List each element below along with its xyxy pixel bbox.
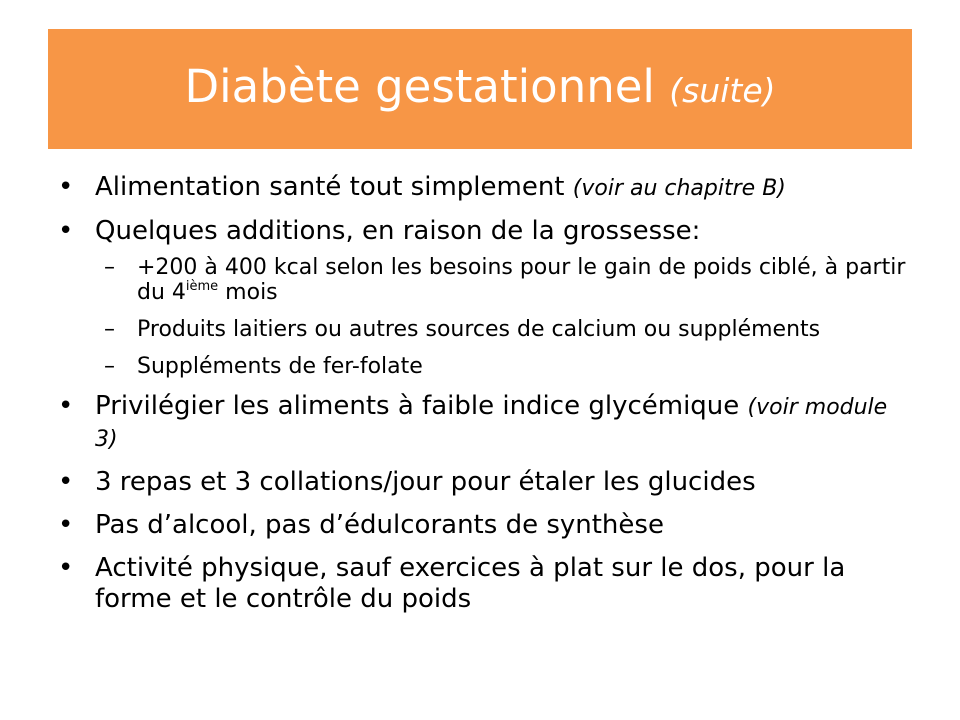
bullet-note: (voir au chapitre B) bbox=[572, 176, 786, 201]
superscript: ième bbox=[185, 279, 219, 294]
dash-icon: – bbox=[104, 317, 115, 342]
dash-icon: – bbox=[104, 255, 115, 280]
bullet-icon: • bbox=[58, 510, 74, 540]
sub-bullet-list bbox=[95, 255, 908, 379]
sub-bullet-tail: mois bbox=[218, 280, 278, 305]
dash-icon: – bbox=[104, 354, 115, 379]
bullet-item bbox=[58, 553, 908, 615]
sub-bullet-text: +200 à 400 kcal selon les besoins pour le gain de poids ciblé, à partir du 4 bbox=[137, 255, 906, 305]
bullet-item bbox=[58, 467, 908, 498]
bullet-text: Activité physique, sauf exercices à plat sur le dos, pour la forme et le contrôle du poids bbox=[95, 553, 846, 614]
sub-bullet-text: Produits laitiers ou autres sources de calcium ou suppléments bbox=[137, 317, 821, 342]
title-main: Diabète gestationnel bbox=[184, 59, 655, 113]
bullet-note: (voir module 3) bbox=[95, 395, 888, 452]
slide-title bbox=[184, 59, 776, 113]
bullet-icon: • bbox=[58, 216, 74, 246]
title-suffix: (suite) bbox=[669, 70, 776, 110]
sub-bullet-text: Suppléments de fer-folate bbox=[137, 354, 423, 379]
bullet-item bbox=[58, 172, 908, 204]
sub-bullet-item bbox=[95, 317, 908, 342]
bullet-item bbox=[58, 510, 908, 541]
bullet-text: Privilégier les aliments à faible indice glycémique bbox=[95, 391, 740, 421]
bullet-icon: • bbox=[58, 391, 74, 421]
bullet-list bbox=[58, 172, 908, 627]
bullet-text: Quelques additions, en raison de la grossesse: bbox=[95, 216, 701, 246]
bullet-item bbox=[58, 216, 908, 379]
bullet-icon: • bbox=[58, 467, 74, 497]
title-bar bbox=[48, 29, 912, 149]
bullet-text: Pas d’alcool, pas d’édulcorants de synthèse bbox=[95, 510, 664, 540]
bullet-item bbox=[58, 391, 908, 455]
bullet-text: Alimentation santé tout simplement bbox=[95, 172, 565, 202]
bullet-text: 3 repas et 3 collations/jour pour étaler les glucides bbox=[95, 467, 756, 497]
sub-bullet-item bbox=[95, 255, 908, 305]
bullet-icon: • bbox=[58, 553, 74, 583]
bullet-icon: • bbox=[58, 172, 74, 202]
sub-bullet-item bbox=[95, 354, 908, 379]
